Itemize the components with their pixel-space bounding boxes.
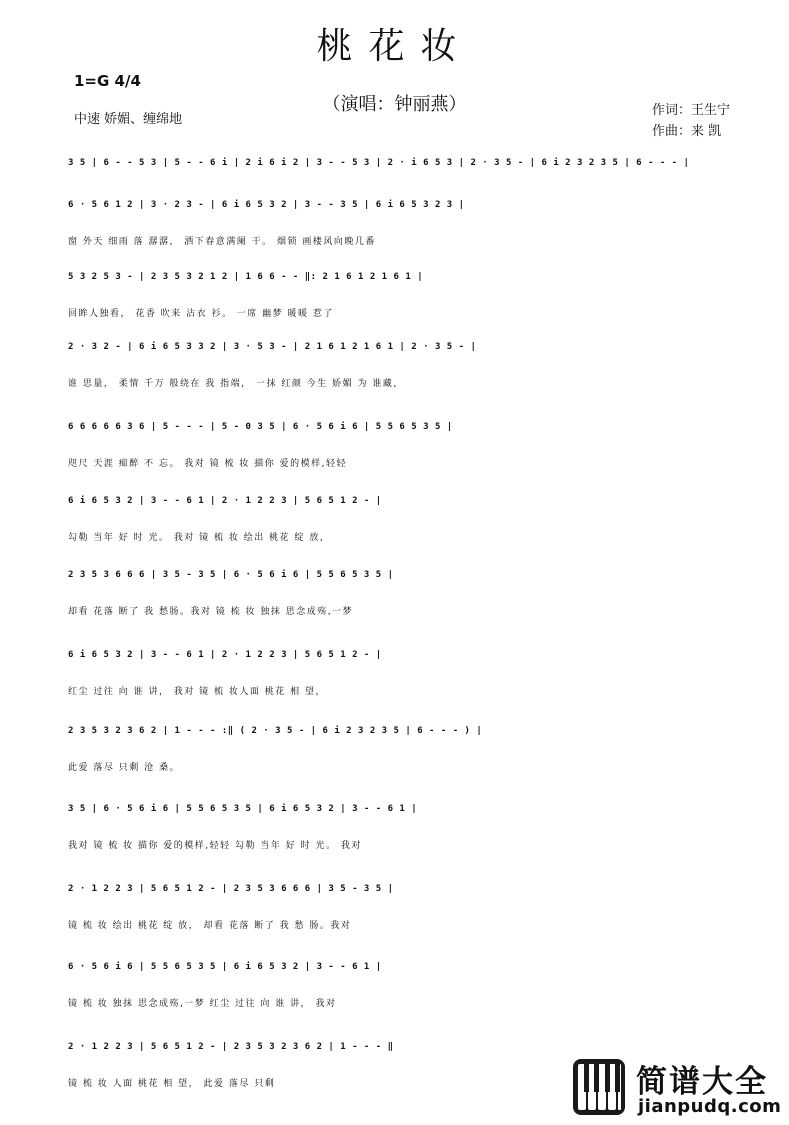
notation-line: 6 · 5 6 1 2 | 3 · 2 3 - | 6 i 6 5 3 2 | 3 - - 3 5 | 6 i 6 5 3 2 3 | [68,200,465,210]
notation-line: 3 5 | 6 · 5 6 i 6 | 5 5 6 5 3 5 | 6 i 6 5 3 2 | 3 - - 6 1 | [68,804,418,814]
notation-line: 6 · 5 6 i 6 | 5 5 6 5 3 5 | 6 i 6 5 3 2 | 3 - - 6 1 | [68,962,382,972]
lyric-line: 镜 梳 妆 独抹 思念成殇,一梦 红尘 过往 向 谁 讲， 我对 [68,999,337,1009]
lyric-line: 镜 梳 妆 人面 桃花 相 望， 此爱 落尽 只剩 [68,1079,276,1089]
notation-line: 2 3 5 3 2 3 6 2 | 1 - - - :‖ ( 2 · 3 5 - | 6 i 2 3 2 3 5 | 6 - - - ) | [68,726,483,736]
watermark-name: 简谱大全 [636,1064,768,1100]
notation-line: 6 i 6 5 3 2 | 3 - - 6 1 | 2 · 1 2 2 3 | 5 6 5 1 2 - | [68,496,382,506]
composer-credit: 作曲：来 凯 [652,124,722,139]
lyric-line: 咫尺 天涯 痴醉 不 忘。 我对 镜 梳 妆 描你 爱的模样,轻轻 [68,459,347,469]
notation-line: 2 · 1 2 2 3 | 5 6 5 1 2 - | 2 3 5 3 6 6 6 | 3 5 - 3 5 | [68,884,394,894]
notation-line: 2 · 1 2 2 3 | 5 6 5 1 2 - | 2 3 5 3 2 3 6 2 | 1 - - - ‖ [68,1042,394,1052]
lyric-line: 红尘 过往 向 谁 讲， 我对 镜 梳 妆人面 桃花 相 望， [68,687,326,697]
song-title: 桃花妆 [316,26,473,67]
lyric-line: 此爱 落尽 只剩 沧 桑。 [68,763,180,773]
site-watermark [566,1052,786,1122]
lyric-line: 回眸人独看， 花香 吹来 沾衣 衫。 一席 幽梦 暖暖 惹了 [68,309,334,319]
singer-credit: （演唱：钟丽燕） [322,94,467,115]
lyricist-credit: 作词：王生宁 [652,103,731,118]
notation-line: 6 i 6 5 3 2 | 3 - - 6 1 | 2 · 1 2 2 3 | 5 6 5 1 2 - | [68,650,382,660]
lyric-line: 我对 镜 梳 妆 描你 爱的模样,轻轻 勾勒 当年 好 时 光。 我对 [68,841,362,851]
piano-keys-logo-icon [572,1058,626,1116]
lyric-line: 镜 梳 妆 绘出 桃花 绽 放， 却看 花落 断了 我 愁 肠。我对 [68,921,352,931]
author-credits [652,100,730,142]
notation-line: 2 3 5 3 6 6 6 | 3 5 - 3 5 | 6 · 5 6 i 6 | 5 5 6 5 3 5 | [68,570,394,580]
lyric-line: 谁 思量， 柔情 千万 般绕在 我 指端， 一抹 红颜 今生 娇媚 为 谁藏， [68,379,404,389]
lyric-line: 勾勒 当年 好 时 光。 我对 镜 梳 妆 绘出 桃花 绽 放， [68,533,331,543]
watermark-url[interactable]: jianpudq.com [638,1096,782,1117]
notation-line: 2 · 3 2 - | 6 i 6 5 3 3 2 | 3 · 5 3 - | 2 1 6 1 2 1 6 1 | 2 · 3 5 - | [68,342,477,352]
notation-line: 5 3 2 5 3 - | 2 3 5 3 2 1 2 | 1 6 6 - - ‖: 2 1 6 1 2 1 6 1 | [68,272,424,282]
lyric-line: 却看 花落 断了 我 愁肠。我对 镜 梳 妆 独抹 思念成殇,一梦 [68,607,354,617]
notation-line: 6 6 6 6 6 3 6 | 5 - - - | 5 - 0 3 5 | 6 · 5 6 i 6 | 5 5 6 5 3 5 | [68,422,453,432]
lyric-line: 窗 外天 细雨 落 潺潺， 洒下春意满阑 干。 烟锁 画楼风向晚几番 [68,237,376,247]
notation-line: 3 5 | 6 - - 5 3 | 5 - - 6 i | 2 i 6 i 2 | 3 - - 5 3 | 2 · i 6 5 3 | 2 · 3 5 - | 6 i 2 3 2 3 5 | 6 - - - | [68,158,690,168]
key-signature: 1=G 4/4 [74,72,141,90]
tempo-marking: 中速 娇媚、缠绵地 [74,112,183,127]
